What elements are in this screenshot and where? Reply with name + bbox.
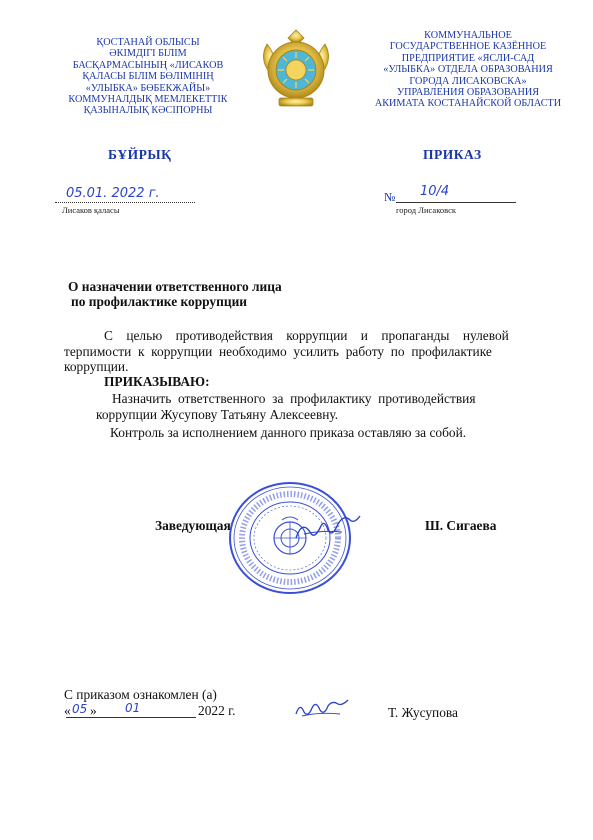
- header-right-line: УПРАВЛЕНИЯ ОБРАЗОВАНИЯ: [396, 87, 540, 99]
- header-left-line: ҚОСТАНАЙ ОБЛЫСЫ: [96, 37, 200, 48]
- header-right-line: ГОСУДАРСТВЕННОЕ КАЗЁННОЕ: [389, 41, 547, 53]
- item-2: Контроль за исполнением данного приказа оставляю за собой.: [110, 425, 467, 440]
- order-word: ПРИКАЗЫВАЮ:: [104, 374, 210, 389]
- paragraph-line-2: терпимости к коррупции необходимо усилить работу по профилактике: [64, 344, 492, 359]
- item-1-line-2: коррупции Жусупову Татьяну Алексеевну.: [96, 407, 339, 422]
- ack-line: С приказом ознакомлен (а): [64, 687, 217, 702]
- subject-line-2: по профилактике коррупции: [71, 294, 247, 309]
- header-left-line: ҚАЛАСЫ БІЛІМ БӨЛІМІНІҢ: [82, 71, 214, 83]
- number-value: 10/4: [420, 184, 450, 199]
- number-underline: [396, 202, 516, 203]
- ack-underline: [66, 717, 196, 718]
- date-underline: [55, 202, 195, 203]
- header-left: [48, 37, 248, 117]
- ack-close-quote: »: [90, 703, 97, 718]
- signer-name: Ш. Сигаева: [425, 518, 497, 533]
- title-kz: БҰЙРЫҚ: [108, 147, 172, 162]
- item-1-line-1: Назначить ответственного за профилактику противодействия: [112, 391, 476, 406]
- city-kz: Лисаков қаласы: [62, 205, 120, 215]
- ack-name: Т. Жусупова: [388, 705, 458, 720]
- state-emblem-icon: [255, 28, 337, 112]
- ack-day: 05: [72, 702, 88, 716]
- header-right-line: АКИМАТА КОСТАНАЙСКОЙ ОБЛАСТИ: [374, 98, 562, 110]
- paragraph-line-1: С целью противодействия коррупции и пропаганды нулевой: [104, 328, 509, 343]
- subject-line-1: О назначении ответственного лица: [68, 279, 282, 294]
- ack-signature-icon: [292, 696, 352, 722]
- title-ru: ПРИКАЗ: [423, 147, 482, 162]
- number-prefix: №: [384, 190, 396, 204]
- ack-year: 2022 г.: [198, 703, 236, 718]
- header-right: [358, 30, 578, 110]
- header-left-line: ҚАЗЫНАЛЫҚ КӘСІПОРНЫ: [83, 105, 213, 117]
- ack-month: 01: [125, 701, 141, 715]
- header-right-line: КОММУНАЛЬНОЕ: [424, 30, 512, 41]
- header-left-line: КОММУНАЛДЫҚ МЕМЛЕКЕТТІК: [68, 94, 228, 106]
- ack-open-quote: «: [64, 703, 71, 718]
- header-right-line: ПРЕДПРИЯТИЕ «ЯСЛИ-САД: [401, 52, 535, 64]
- head-signature-icon: [292, 510, 364, 546]
- signer-title: Заведующая: [155, 518, 231, 533]
- header-left-line: ӘКІМДІГІ БІЛІМ: [109, 48, 187, 60]
- date-value: 05.01. 2022 г.: [66, 186, 160, 201]
- header-left-line: БАСҚАРМАСЫНЫҢ «ЛИСАКОВ: [72, 59, 224, 71]
- header-right-line: ГОРОДА ЛИСАКОВСКА»: [409, 75, 527, 87]
- header-right-line: «УЛЫБКА» ОТДЕЛА ОБРАЗОВАНИЯ: [383, 64, 553, 76]
- paragraph-line-3: коррупции.: [64, 359, 129, 374]
- city-ru: город Лисаковск: [396, 205, 457, 215]
- header-left-line: «УЛЫБКА» БӨБЕКЖАЙЫ»: [85, 82, 211, 94]
